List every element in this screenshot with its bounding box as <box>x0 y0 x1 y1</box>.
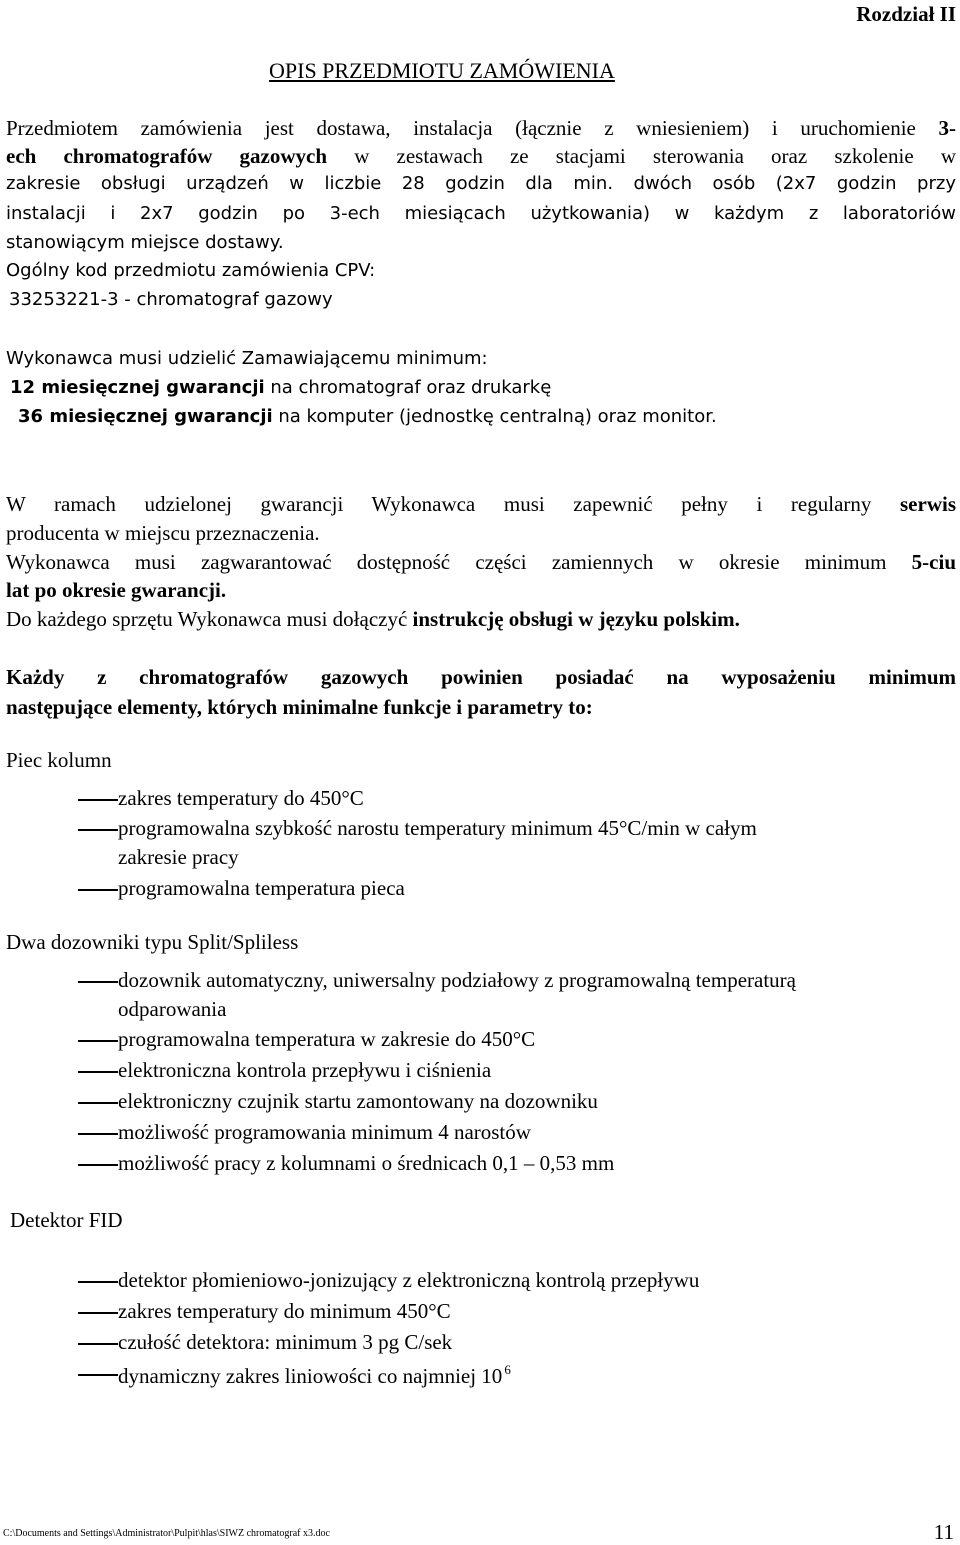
intro-line-4: instalacji i 2x7 godzin po 3-ech miesiącach użytkowania) w każdym z laboratoriów <box>6 203 956 224</box>
service-line-2: producenta w miejscu przeznaczenia. <box>6 521 320 545</box>
exponent: 6 <box>504 1362 511 1377</box>
dash-icon <box>78 1164 118 1166</box>
injector-item: możliwość pracy z kolumnami o średnicach 0,1 – 0,53 mm <box>118 1151 615 1175</box>
detector-section-title: Detektor FID <box>10 1208 123 1232</box>
injector-item: dozownik automatyczny, uniwersalny podziałowy z programowalną temperaturą <box>118 968 796 992</box>
dash-icon <box>78 1312 118 1314</box>
dash-icon <box>78 1133 118 1135</box>
dash-icon <box>78 1374 118 1376</box>
dash-icon <box>78 889 118 891</box>
oven-item-continued: zakresie pracy <box>118 845 239 869</box>
dash-icon <box>78 1281 118 1283</box>
footer-file-path: C:\Documents and Settings\Administrator\Pulpit\hlas\SIWZ chromatograf x3.doc <box>3 1528 330 1539</box>
injector-item: elektroniczna kontrola przepływu i ciśnienia <box>118 1058 492 1082</box>
dash-icon <box>78 799 118 801</box>
intro-line-1: Przedmiotem zamówienia jest dostawa, instalacja (łącznie z wniesieniem) i uruchomienie 3- <box>6 116 956 140</box>
dash-icon <box>78 1040 118 1042</box>
injector-item-continued: odparowania <box>118 997 227 1021</box>
injector-item: programowalna temperatura w zakresie do 450°C <box>118 1027 536 1051</box>
intro-line-5: stanowiącym miejsce dostawy. <box>6 232 284 253</box>
service-line-1: W ramach udzielonej gwarancji Wykonawca musi zapewnić pełny i regularny serwis <box>6 492 956 516</box>
page-number: 11 <box>933 1520 954 1544</box>
cpv-code: 33253221-3 - chromatograf gazowy <box>9 289 333 310</box>
oven-section-title: Piec kolumn <box>6 748 112 772</box>
injector-item: elektroniczny czujnik startu zamontowany na dozowniku <box>118 1089 598 1113</box>
intro-line-3: zakresie obsługi urządzeń w liczbie 28 godzin dla min. dwóch osób (2x7 godzin przy <box>6 173 956 194</box>
warranty-item-1: 12 miesięcznej gwarancji na chromatograf oraz drukarkę <box>10 377 552 398</box>
cpv-label: Ogólny kod przedmiotu zamówienia CPV: <box>6 260 376 281</box>
page-title: OPIS PRZEDMIOTU ZAMÓWIENIA <box>269 58 615 83</box>
service-line-3: Wykonawca musi zagwarantować dostępność części zamiennych w okresie minimum 5-ciu <box>6 550 956 574</box>
dash-icon <box>78 1102 118 1104</box>
detector-item: czułość detektora: minimum 3 pg C/sek <box>118 1330 453 1354</box>
detector-item: zakres temperatury do minimum 450°C <box>118 1299 451 1323</box>
warranty-lead: Wykonawca musi udzielić Zamawiającemu minimum: <box>6 348 488 369</box>
injector-item: możliwość programowania minimum 4 narostów <box>118 1120 531 1144</box>
intro-line-2: ech chromatografów gazowych w zestawach ze stacjami sterowania oraz szkolenie w <box>6 144 956 168</box>
requirements-line-2: następujące elementy, których minimalne funkcje i parametry to: <box>6 695 593 719</box>
dash-icon <box>78 1343 118 1345</box>
oven-item: zakres temperatury do 450°C <box>118 786 364 810</box>
requirements-line-1: Każdy z chromatografów gazowych powinien posiadać na wyposażeniu minimum <box>6 665 956 689</box>
injectors-section-title: Dwa dozowniki typu Split/Spliless <box>6 930 299 954</box>
oven-item: programowalna szybkość narostu temperatury minimum 45°C/min w całym <box>118 816 757 840</box>
service-line-4: lat po okresie gwarancji. <box>6 578 227 602</box>
chapter-label: Rozdział II <box>856 2 956 26</box>
dash-icon <box>78 829 118 831</box>
oven-item: programowalna temperatura pieca <box>118 876 405 900</box>
dash-icon <box>78 1071 118 1073</box>
dash-icon <box>78 981 118 983</box>
service-line-5: Do każdego sprzętu Wykonawca musi dołączyć instrukcję obsługi w języku polskim. <box>6 607 740 631</box>
detector-item: detektor płomieniowo-jonizujący z elektroniczną kontrolą przepływu <box>118 1268 700 1292</box>
warranty-item-2: 36 miesięcznej gwarancji na komputer (jednostkę centralną) oraz monitor. <box>18 406 717 427</box>
detector-item: dynamiczny zakres liniowości co najmniej 10 $^6$ <box>118 1362 511 1388</box>
